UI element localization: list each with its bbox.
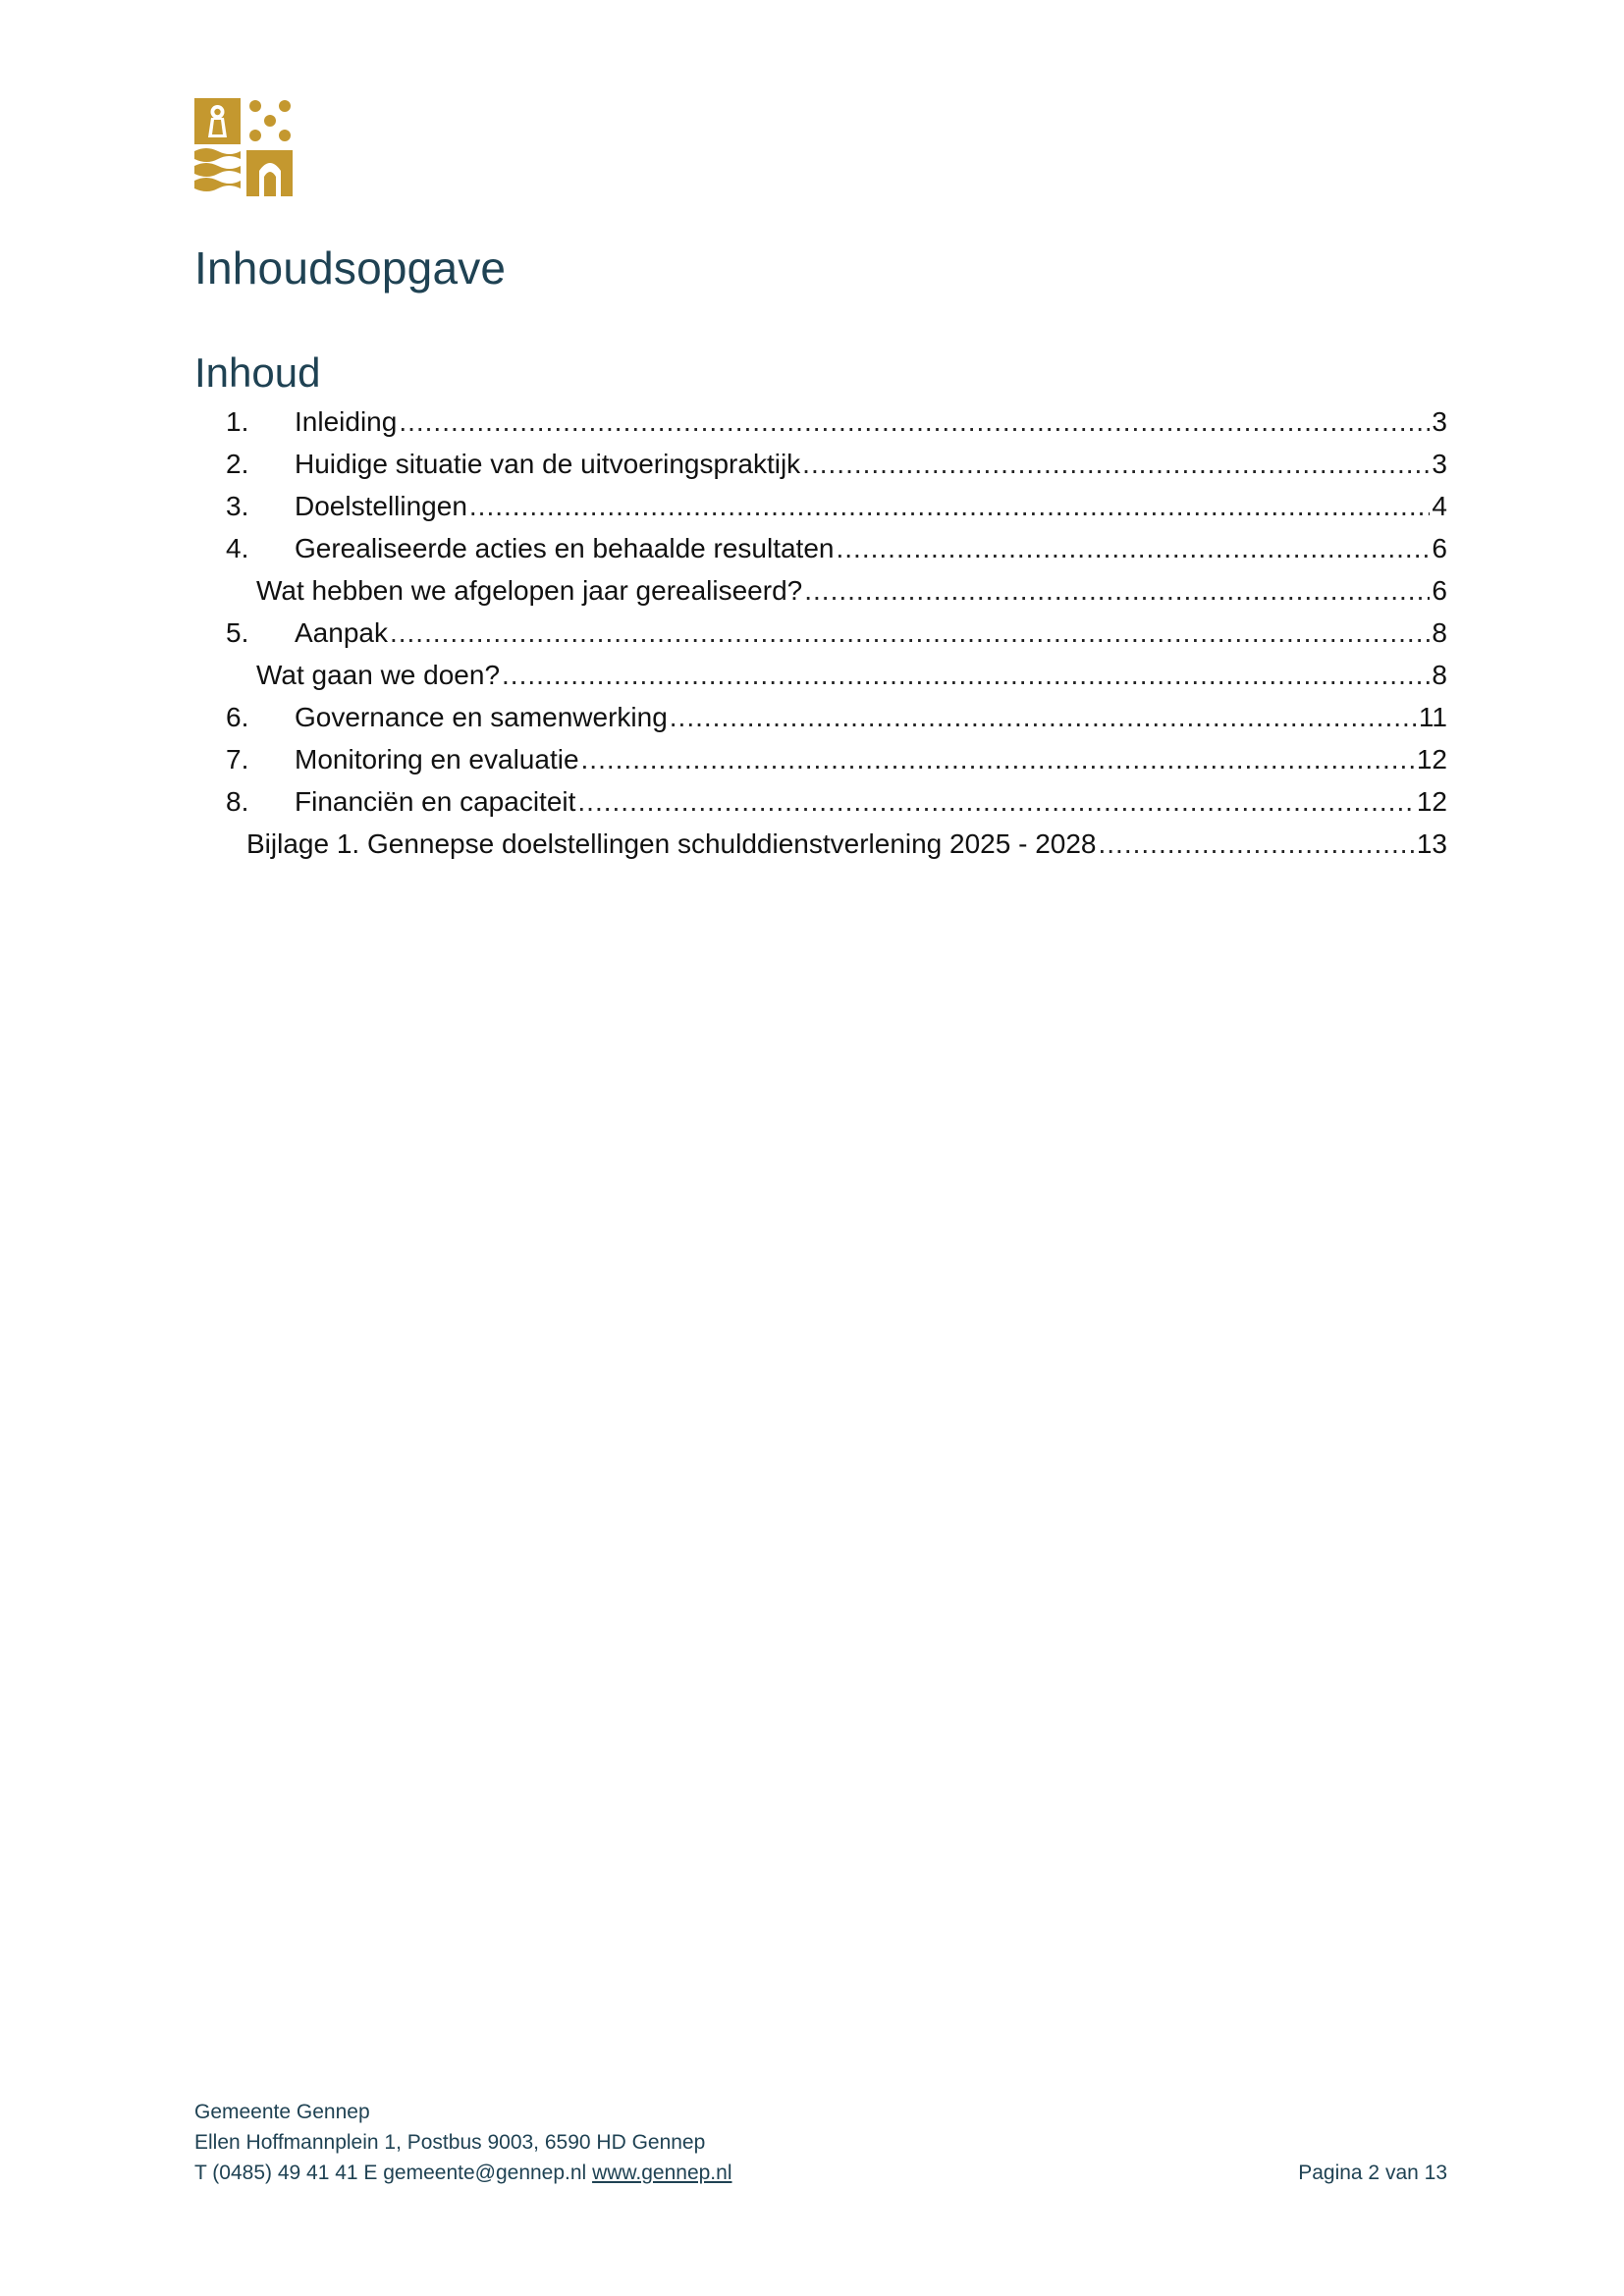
toc-entry-page: 6 bbox=[1432, 575, 1447, 606]
toc-entry-page: 12 bbox=[1416, 786, 1447, 817]
toc-entry-number: 5. bbox=[226, 617, 249, 648]
toc-entry-financien[interactable] bbox=[0, 782, 1624, 822]
toc-heading: Inhoud bbox=[194, 349, 321, 396]
toc-entry-number: 1. bbox=[226, 406, 249, 437]
footer-address: Ellen Hoffmannplein 1, Postbus 9003, 6590 HD Gennep bbox=[194, 2131, 706, 2154]
footer-website-link[interactable]: www.gennep.nl bbox=[592, 2162, 732, 2184]
toc-entry-page: 6 bbox=[1432, 533, 1447, 563]
toc-entry-label: Aanpak bbox=[295, 617, 388, 648]
toc-entry-huidige-situatie[interactable] bbox=[0, 445, 1624, 484]
toc-dot-leader bbox=[836, 529, 1430, 568]
toc-entry-page: 8 bbox=[1432, 617, 1447, 648]
toc-entry-bijlage-1[interactable] bbox=[0, 825, 1624, 864]
toc-dot-leader bbox=[502, 656, 1430, 695]
toc-dot-leader bbox=[577, 782, 1414, 822]
toc-entry-doelstellingen[interactable] bbox=[0, 487, 1624, 526]
toc-dot-leader bbox=[390, 614, 1430, 653]
toc-entry-page: 3 bbox=[1432, 406, 1447, 437]
footer-organisation: Gemeente Gennep bbox=[194, 2101, 370, 2123]
toc-entry-number: 4. bbox=[226, 533, 249, 563]
toc-entry-label: Doelstellingen bbox=[295, 491, 467, 521]
toc-dot-leader bbox=[399, 402, 1430, 442]
toc-entry-gerealiseerde-acties[interactable] bbox=[0, 529, 1624, 568]
toc-entry-number: 7. bbox=[226, 744, 249, 774]
toc-entry-page: 13 bbox=[1416, 828, 1447, 859]
toc-entry-inleiding[interactable] bbox=[0, 402, 1624, 442]
toc-entry-label: Bijlage 1. Gennepse doelstellingen schulddienstverlening 2025 - 2028 bbox=[246, 828, 1097, 859]
gennep-logo-icon bbox=[194, 98, 293, 196]
toc-entry-label: Monitoring en evaluatie bbox=[295, 744, 579, 774]
toc-entry-label: Huidige situatie van de uitvoeringspraktijk bbox=[295, 449, 801, 479]
page-title: Inhoudsopgave bbox=[194, 242, 507, 294]
toc-entry-page: 8 bbox=[1432, 660, 1447, 690]
toc-entry-aanpak[interactable] bbox=[0, 614, 1624, 653]
toc-entry-monitoring[interactable] bbox=[0, 740, 1624, 779]
page-number: Pagina 2 van 13 bbox=[1298, 2162, 1447, 2184]
toc-dot-leader bbox=[581, 740, 1415, 779]
toc-entry-number: 2. bbox=[226, 449, 249, 479]
toc-entry-label: Inleiding bbox=[295, 406, 398, 437]
toc-entry-label: Financiën en capaciteit bbox=[295, 786, 576, 817]
footer-contact: T (0485) 49 41 41 E gemeente@gennep.nl bbox=[194, 2162, 587, 2184]
toc-entry-page: 12 bbox=[1416, 744, 1447, 774]
toc-entry-label: Wat hebben we afgelopen jaar gerealiseerd? bbox=[256, 575, 803, 606]
footer-contact-line bbox=[194, 2158, 1447, 2188]
toc-entry-governance[interactable] bbox=[0, 698, 1624, 737]
toc-dot-leader bbox=[1099, 825, 1415, 864]
page-footer bbox=[194, 2097, 1447, 2188]
toc-dot-leader bbox=[670, 698, 1417, 737]
toc-entry-page: 4 bbox=[1432, 491, 1447, 521]
toc-dot-leader bbox=[804, 571, 1430, 611]
toc-dot-leader bbox=[469, 487, 1431, 526]
toc-entry-page: 3 bbox=[1432, 449, 1447, 479]
toc-entry-label: Wat gaan we doen? bbox=[256, 660, 501, 690]
toc-subentry-wat-hebben-we[interactable] bbox=[0, 571, 1624, 611]
toc-dot-leader bbox=[802, 445, 1430, 484]
toc-entry-label: Governance en samenwerking bbox=[295, 702, 668, 732]
toc-entry-label: Gerealiseerde acties en behaalde resultaten bbox=[295, 533, 835, 563]
toc-entry-page: 11 bbox=[1418, 702, 1447, 732]
toc-entry-number: 3. bbox=[226, 491, 249, 521]
toc-entry-number: 6. bbox=[226, 702, 249, 732]
toc-entry-number: 8. bbox=[226, 786, 249, 817]
toc-subentry-wat-gaan-we-doen[interactable] bbox=[0, 656, 1624, 695]
